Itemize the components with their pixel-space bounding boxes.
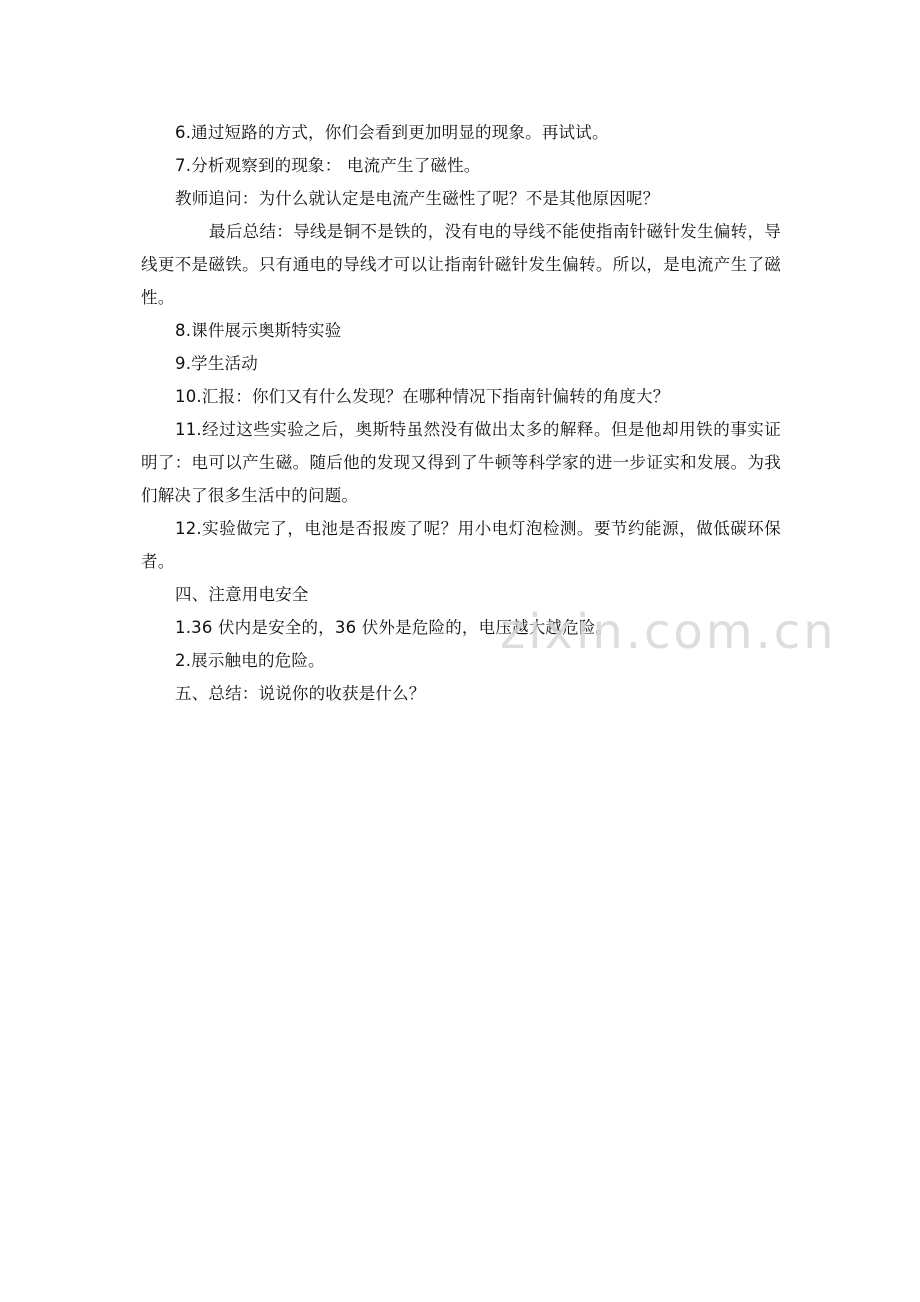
paragraph-step-9: 9.学生活动 [175, 354, 258, 373]
paragraph-step-6: 6.通过短路的方式，你们会看到更加明显的现象。再试试。 [175, 123, 609, 142]
paragraph-step-11: 11.经过这些实验之后，奥斯特虽然没有做出太多的解释。但是他却用铁的事实证明了：电可以产生磁。随后他的发现又得到了牛顿等科学家的进一步证实和发展。为我们解决了很多生活中的问题。 [141, 420, 781, 505]
paragraph-step-12: 12.实验做完了，电池是否报废了呢？用小电灯泡检测。要节约能源，做低碳环保者。 [141, 519, 781, 571]
paragraph-teacher-question: 教师追问：为什么就认定是电流产生磁性了呢？不是其他原因呢？ [175, 189, 660, 208]
paragraph-safety-2: 2.展示触电的危险。 [175, 651, 325, 670]
paragraph-safety-1: 1.36 伏内是安全的，36 伏外是危险的，电压越大越危险。 [175, 618, 613, 637]
paragraph-step-8: 8.课件展示奥斯特实验 [175, 321, 342, 340]
section-heading-summary: 五、总结：说说你的收获是什么？ [175, 684, 426, 703]
paragraph-step-7: 7.分析观察到的现象： 电流产生了磁性。 [175, 156, 481, 175]
document-body [141, 116, 781, 710]
section-heading-safety: 四、注意用电安全 [175, 585, 309, 604]
watermark: zixin.com.cn [500, 604, 837, 660]
paragraph-final-summary: 最后总结：导线是铜不是铁的，没有电的导线不能使指南针磁针发生偏转，导线更不是磁铁。只有通电的导线才可以让指南针磁针发生偏转。所以，是电流产生了磁性。 [141, 222, 781, 307]
paragraph-step-10: 10.汇报：你们又有什么发现？在哪种情况下指南针偏转的角度大？ [175, 387, 670, 406]
